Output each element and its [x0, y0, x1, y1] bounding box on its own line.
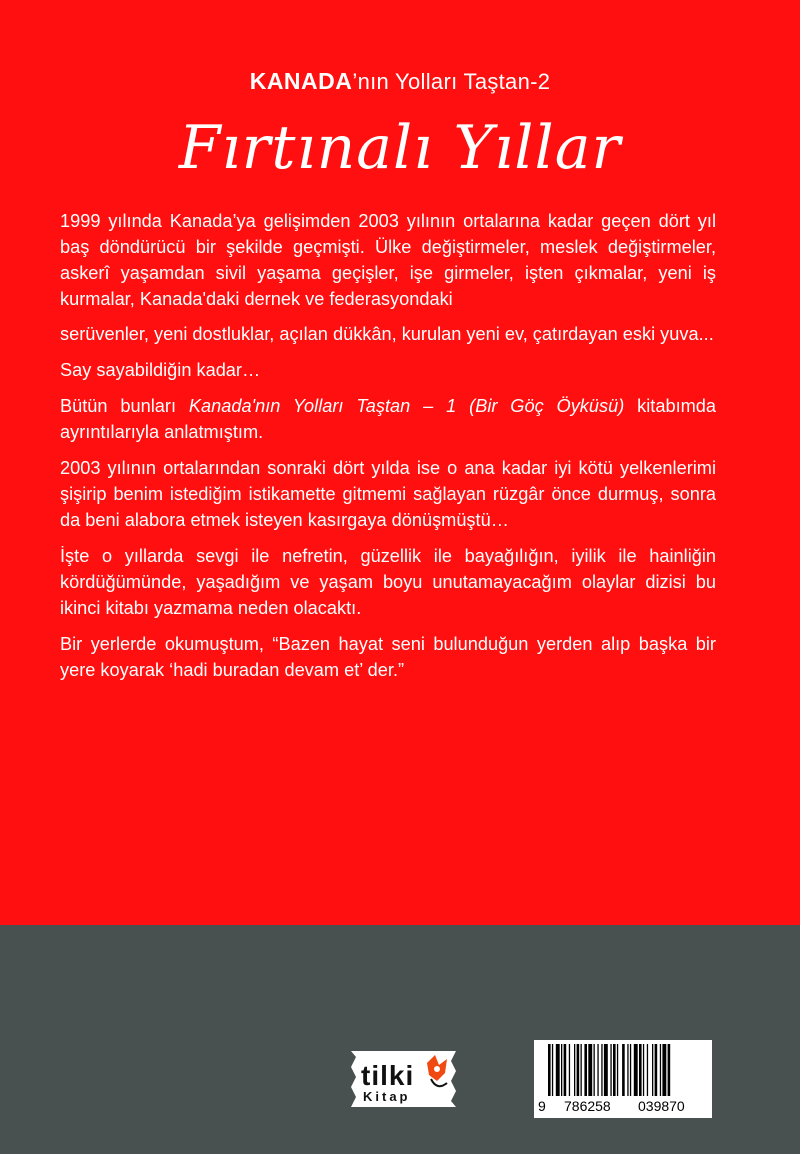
publisher-logo — [345, 1045, 462, 1111]
barcode-number — [534, 1098, 712, 1116]
barcode-digits-right: 039870 — [638, 1098, 685, 1114]
blurb-text — [60, 208, 716, 693]
publisher-subname: Kitap — [363, 1089, 411, 1104]
blurb-paragraph-6: İşte o yıllarda sevgi ile nefretin, güzellik ile bayağılığın, iyilik ile hainliğin kördüğümünde, yaşadığım ve yaşam boyu unutamayacağım olaylar dizisi bu ikinci kitabı yazmama neden olacaktı. — [60, 546, 716, 618]
blurb-paragraph-7: Bir yerlerde okumuştum, “Bazen hayat seni bulunduğun yerden alıp başka bir yere koyarak ‘hadi buradan devam et’ der.” — [60, 634, 716, 680]
series-subtitle: ’nın Yolları Taştan-2 — [352, 69, 551, 94]
publisher-name: tilki — [361, 1060, 415, 1091]
referenced-book-title: Kanada'nın Yolları Taştan – 1 (Bir Göç Öyküsü) — [188, 396, 625, 416]
blurb-paragraph-3: Say sayabildiğin kadar… — [60, 360, 261, 380]
blurb-paragraph-1: 1999 yılında Kanada’ya gelişimden 2003 yılının ortalarına kadar geçen dört yıl baş döndürücü bir şekilde geçmişti. Ülke değiştirmeler, meslek değiştirmeler, askerî yaşamdan sivil yaşama geçişler, işe girmeler, işten çıkmalar, yeni iş kurmalar, Kanada'daki dernek ve federasyondaki — [60, 211, 716, 309]
book-title: Fırtınalı Yıllar — [178, 113, 622, 183]
blurb-paragraph-4 — [60, 393, 716, 445]
series-title — [0, 66, 800, 97]
blurb-paragraph-5: 2003 yılının ortalarından sonraki dört yılda ise o ana kadar iyi kötü yelkenlerimi şişirip benim istediğim istikamette gitmemi sağlayan rüzgâr önce durmuş, sonra da beni alabora etmek isteyen kasırgaya dönüşmüştü… — [60, 458, 716, 530]
barcode-digits-left: 786258 — [564, 1098, 611, 1114]
series-brand: KANADA — [249, 68, 353, 94]
blurb-paragraph-4-start: Bütün bunları — [60, 396, 189, 416]
blurb-paragraph-2: serüvenler, yeni dostluklar, açılan dükkân, kurulan yeni ev, çatırdayan eski yuva... — [60, 324, 714, 344]
blurb-paragraph-4-end: kitabımda ayrıntılarıyla anlatmıştım. — [60, 396, 716, 442]
barcode-digit-prefix: 9 — [538, 1098, 546, 1114]
isbn-barcode — [534, 1040, 712, 1118]
barcode-bars — [534, 1040, 712, 1098]
